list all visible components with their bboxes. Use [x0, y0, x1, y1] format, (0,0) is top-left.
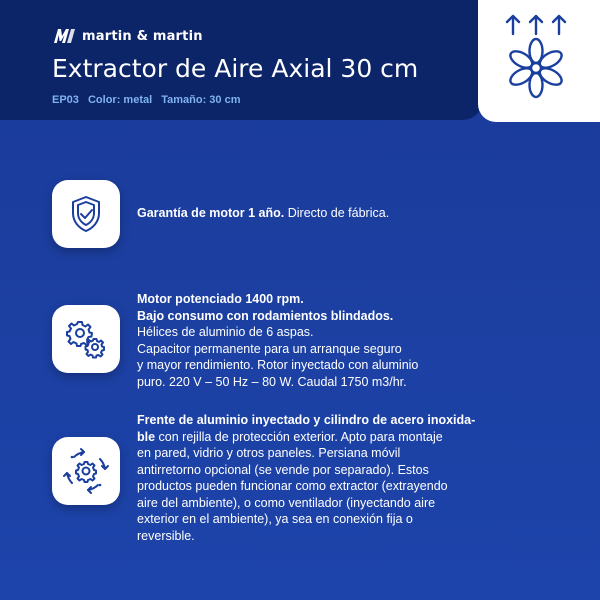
feature-warranty-title: Garantía de motor 1 año.	[137, 206, 285, 220]
feature-motor-text	[137, 291, 497, 390]
brand	[52, 26, 203, 46]
feature-warranty-text	[137, 205, 497, 222]
brand-logo-icon	[52, 28, 76, 44]
feature-motor-icon-box	[52, 305, 120, 373]
header-banner	[0, 0, 484, 120]
feature-build-line-5: exterior en el ambiente), ya sea en conexión fija o	[137, 512, 413, 526]
feature-motor-line-2: Capacitor permanente para un arranque seguro	[137, 341, 402, 356]
feature-build-line-0: con rejilla de protección exterior. Apto para montaje	[155, 429, 443, 444]
feature-motor-line-3: y mayor rendimiento. Rotor inyectado con aluminio	[137, 358, 419, 372]
feature-warranty-desc: Directo de fábrica.	[284, 206, 390, 220]
feature-motor-title-2: Bajo consumo con rodamientos blindados.	[137, 308, 394, 323]
feature-build-line-4: aire del ambiente), o como ventilador (inyectando aire	[137, 495, 436, 510]
feature-build-title: Frente de aluminio inyectado y cilindro de acero inoxida-	[137, 413, 476, 427]
product-meta	[52, 94, 247, 106]
feature-build-title-end: ble	[137, 429, 156, 444]
gear-cycle-icon	[62, 447, 110, 495]
fan-airflow-icon	[498, 12, 574, 104]
gears-icon	[64, 317, 108, 361]
feature-build-icon-box	[52, 437, 120, 505]
feature-build-line-1: en pared, vidrio y otros paneles. Persiana móvil	[137, 446, 401, 460]
feature-motor-line-1: Hélices de aluminio de 6 aspas.	[137, 325, 314, 339]
page-title: Extractor de Aire Axial 30 cm	[52, 54, 419, 83]
product-color: Color: metal	[87, 94, 153, 106]
feature-build-text	[137, 412, 497, 544]
product-size: Tamaño: 30 cm	[161, 94, 241, 106]
brand-name: martin & martin	[82, 28, 203, 44]
feature-warranty-icon-box	[52, 180, 120, 248]
feature-motor-line-4: puro. 220 V – 50 Hz – 80 W. Caudal 1750 m3/hr.	[137, 374, 407, 389]
feature-motor-title-1: Motor potenciado 1400 rpm.	[137, 292, 304, 306]
product-icon-card	[478, 0, 600, 122]
shield-check-icon	[68, 194, 104, 234]
product-code: EP03	[52, 94, 79, 106]
feature-build-line-3: productos pueden funcionar como extractor (extrayendo	[137, 479, 448, 493]
feature-build-line-2: antirretorno opcional (se vende por separado). Estos	[137, 462, 429, 477]
feature-build-line-6: reversible.	[137, 528, 195, 543]
